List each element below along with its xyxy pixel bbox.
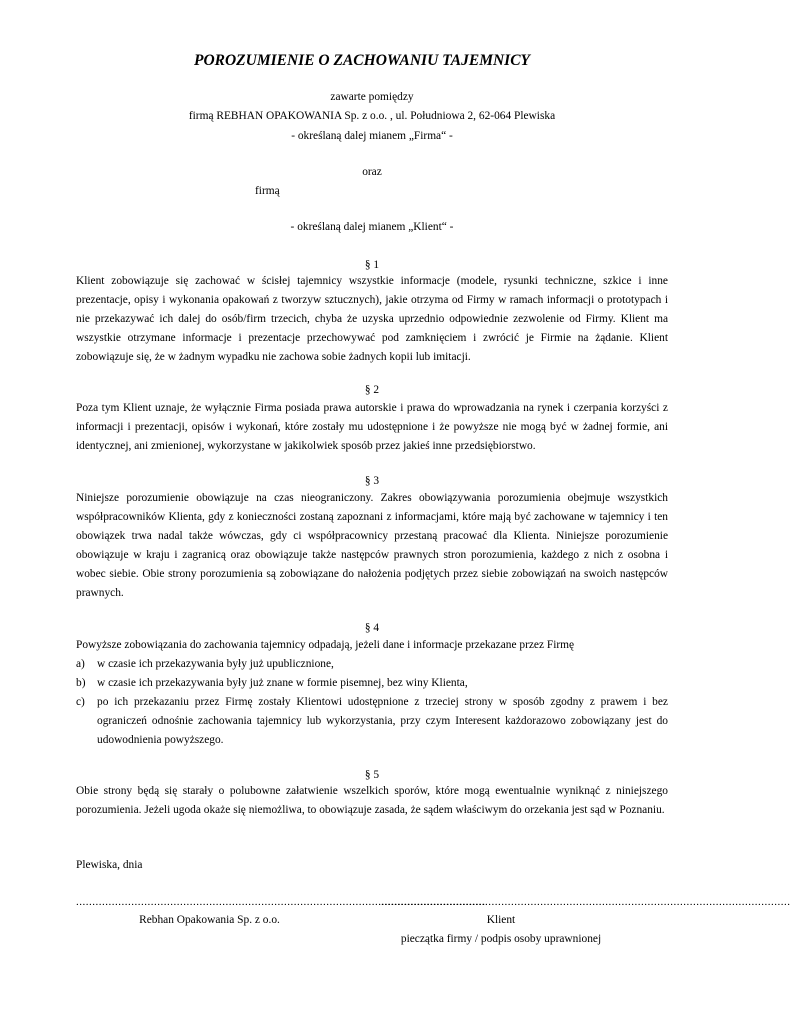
intro-client-alias: - określaną dalej mianem „Klient“ - <box>290 221 454 233</box>
list-item <box>76 674 668 693</box>
right-signature-label: Klient <box>486 914 516 926</box>
left-signature-label: Rebhan Opakowania Sp. z o.o. <box>139 914 280 926</box>
intro-between: zawarte pomiędzy <box>330 91 414 103</box>
intro-client-firm: firmą <box>255 185 280 197</box>
right-signature-sub: pieczątka firmy / podpis osoby uprawnionej <box>400 933 602 945</box>
right-signature-line: .............................................................................................................................. <box>381 896 791 908</box>
list-item-text: w czasie ich przekazywania były już znane w formie pisemnej, bez winy Klienta, <box>97 677 468 689</box>
left-signature-line: .............................................................................................................................. <box>76 896 486 908</box>
place-date: Plewiska, dnia <box>76 859 143 871</box>
section-4-list <box>76 655 668 750</box>
section-5-heading: § 5 <box>364 769 380 781</box>
list-marker: c) <box>76 696 85 708</box>
section-4-text: Powyższe zobowiązania do zachowania tajemnicy odpadają, jeżeli dane i informacje przekazane przez Firmę <box>76 639 575 651</box>
section-1-heading: § 1 <box>364 259 380 271</box>
section-3-text: Niniejsze porozumienie obowiązuje na czas nieograniczony. Zakres obowiązywania porozumienia obejmuje wszystkich współpracowników Klienta, gdy z konieczności zostaną zapoznani z informacjami, które mają być zachowane w tajemnicy i ten obowiązek trwa nadal także wówczas, gdy ci współpracownicy przestaną pracować dla Klienta. Niniejsze porozumienie obowiązuje w kraju i zagranicą oraz obowiązuje także następców prawnych stron porozumienia, każdego z nich z osobna i wobec siebie. Obie strony porozumienia są zobowiązane do nałożenia podjętych przez siebie zobowiązań na swoich następców prawnych. <box>76 492 668 599</box>
list-marker: b) <box>76 677 86 689</box>
section-4-heading: § 4 <box>364 622 380 634</box>
section-5-text: Obie strony będą się starały o polubowne załatwienie wszelkich sporów, które mogą ewentualnie wyniknąć z niniejszego porozumienia. Jeżeli ugoda okaże się niemożliwa, to obowiązuje zasada, że sądem właściwym do orzekania jest sąd w Poznaniu. <box>76 785 668 816</box>
document-title: POROZUMIENIE O ZACHOWANIU TAJEMNICY <box>193 52 531 69</box>
list-item-text: po ich przekazaniu przez Firmę zostały Klientowi udostępnione z trzeciej strony w sposób zgodny z prawem i bez ograniczeń odnośnie zachowania tajemnicy lub wykorzystania, przy czym Interesent każdorazowo zobowiązany jest do udowodnienia powyższego. <box>97 696 668 746</box>
section-1-text: Klient zobowiązuje się zachować w ścisłej tajemnicy wszystkie informacje (modele, rysunki techniczne, szkice i inne prezentacje, opisy i wykonania opakowań z tworzyw sztucznych), jakie otrzyma od Firmy w ramach informacji o prototypach i nie przekazywać ich dalej do osób/firm trzecich, chyba że uzyska uprzednio odpowiednie zezwolenie od Firmy. Klient ma wszystkie otrzymane informacje i prezentacje przechowywać pod zamknięciem i zwrócić je Firmie na żądanie. Klient zobowiązuje się, że w żadnym wypadku nie zachowa sobie żadnych kopii lub imitacji. <box>76 275 668 363</box>
intro-firm-alias: - określaną dalej mianem „Firma“ - <box>291 130 453 142</box>
section-2-text: Poza tym Klient uznaje, że wyłącznie Firma posiada prawa autorskie i prawa do wprowadzania na rynek i czerpania korzyści z informacji i prezentacji, opisów i wykonań, które zostały mu udostępnione i że powyższe nie mogą być w żadnej formie, ani identycznej, ani zmienionej, wykorzystane w jakikolwiek sposób przez jakieś inne przedsiębiorstwo. <box>76 402 668 452</box>
section-3-heading: § 3 <box>364 475 380 487</box>
intro-firm-address: firmą REBHAN OPAKOWANIA Sp. z o.o. , ul. Południowa 2, 62-064 Plewiska <box>188 110 556 122</box>
section-2-heading: § 2 <box>364 384 380 396</box>
list-marker: a) <box>76 658 85 670</box>
intro-and: oraz <box>362 166 382 178</box>
list-item <box>76 655 668 674</box>
list-item <box>76 693 668 750</box>
list-item-text: w czasie ich przekazywania były już upublicznione, <box>97 658 334 670</box>
